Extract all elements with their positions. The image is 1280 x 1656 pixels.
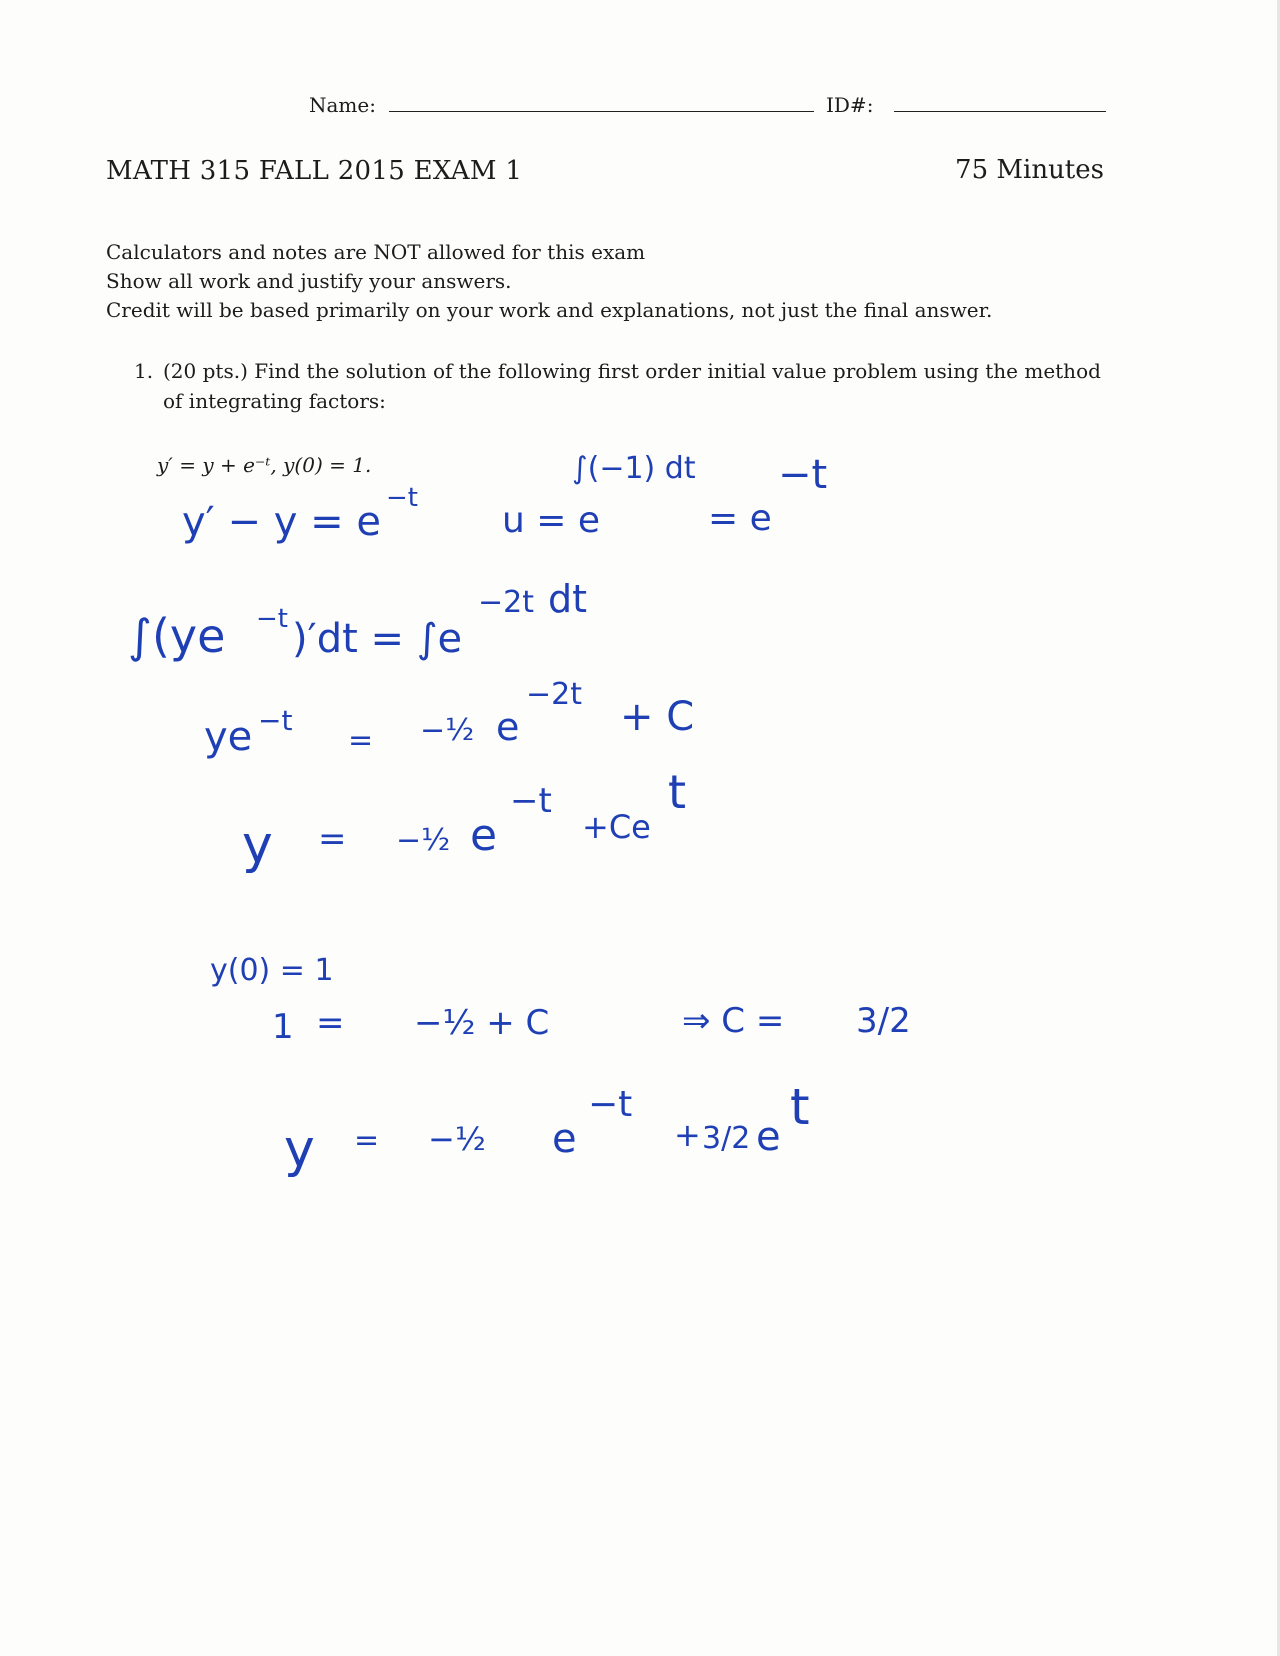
hw-exponent: −t [256,604,288,634]
hw-exponent: −t [778,452,828,498]
instruction-line: Show all work and justify your answers. [106,269,512,293]
hw-integrating-factor: u = e [502,500,601,541]
hw-coefficient: −½ [428,1120,486,1158]
hw-exponent: −t [386,483,418,513]
hw-eq-rewritten: y′ − y = e [182,499,381,545]
hw-step3-left: ye [204,714,253,760]
hw-e: e [756,1114,781,1160]
hw-step4-rest: +Ce [582,808,651,846]
hw-step5-left: 1 [272,1007,294,1047]
hw-initial-condition: y(0) = 1 [210,953,334,988]
hw-integral-mid: )′dt = ∫e [292,616,463,662]
instruction-line: Credit will be based primarily on your work and explanations, not just the final answer. [106,298,993,322]
hw-step5-mid: −½ + C [414,1003,550,1043]
exam-duration: 75 Minutes [955,155,1104,185]
hw-equals: = [318,819,347,859]
hw-e: e [470,810,498,861]
hw-integral-left: ∫(ye [128,609,226,663]
hw-equals: = [348,723,374,758]
hw-c-value: 3/2 [856,1001,911,1041]
name-label: Name: [309,93,376,117]
hw-exponent: −2t [478,585,534,620]
exam-title: MATH 315 FALL 2015 EXAM 1 [106,156,523,186]
hw-exponent: −2t [526,677,582,712]
hw-final-y: y [284,1119,315,1179]
hw-exponent: −t [510,781,552,821]
hw-exponent: −t [588,1084,633,1125]
hw-exponent: t [790,1078,810,1136]
id-label: ID#: [826,93,874,117]
hw-exponent: t [668,765,687,819]
hw-integrating-factor-result: = e [708,498,772,539]
hw-exponent: ∫(−1) dt [572,451,696,486]
hw-coefficient: −½ [396,823,451,858]
instruction-line: Calculators and notes are NOT allowed for this exam [106,240,646,264]
hw-equals: = [354,1123,380,1158]
hw-constant: + C [620,694,695,740]
hw-coefficient: 3/2 [702,1121,751,1156]
hw-step5-arrow: ⇒ C = [682,1001,785,1041]
hw-exponent: −t [258,704,293,737]
hw-coefficient: −½ [420,713,475,748]
problem-number: 1. [134,359,154,383]
problem-statement: (20 pts.) Find the solution of the following first order initial value problem using the method of integrating factors: [163,359,1101,413]
hw-integral-right: dt [548,577,588,621]
hw-equals: = [316,1003,345,1043]
hw-e: e [496,705,520,749]
hw-step4-left: y [242,815,273,875]
hw-plus: + [674,1116,701,1154]
problem-equation: y′ = y + e⁻ᵗ, y(0) = 1. [157,453,372,477]
hw-e: e [552,1116,577,1162]
